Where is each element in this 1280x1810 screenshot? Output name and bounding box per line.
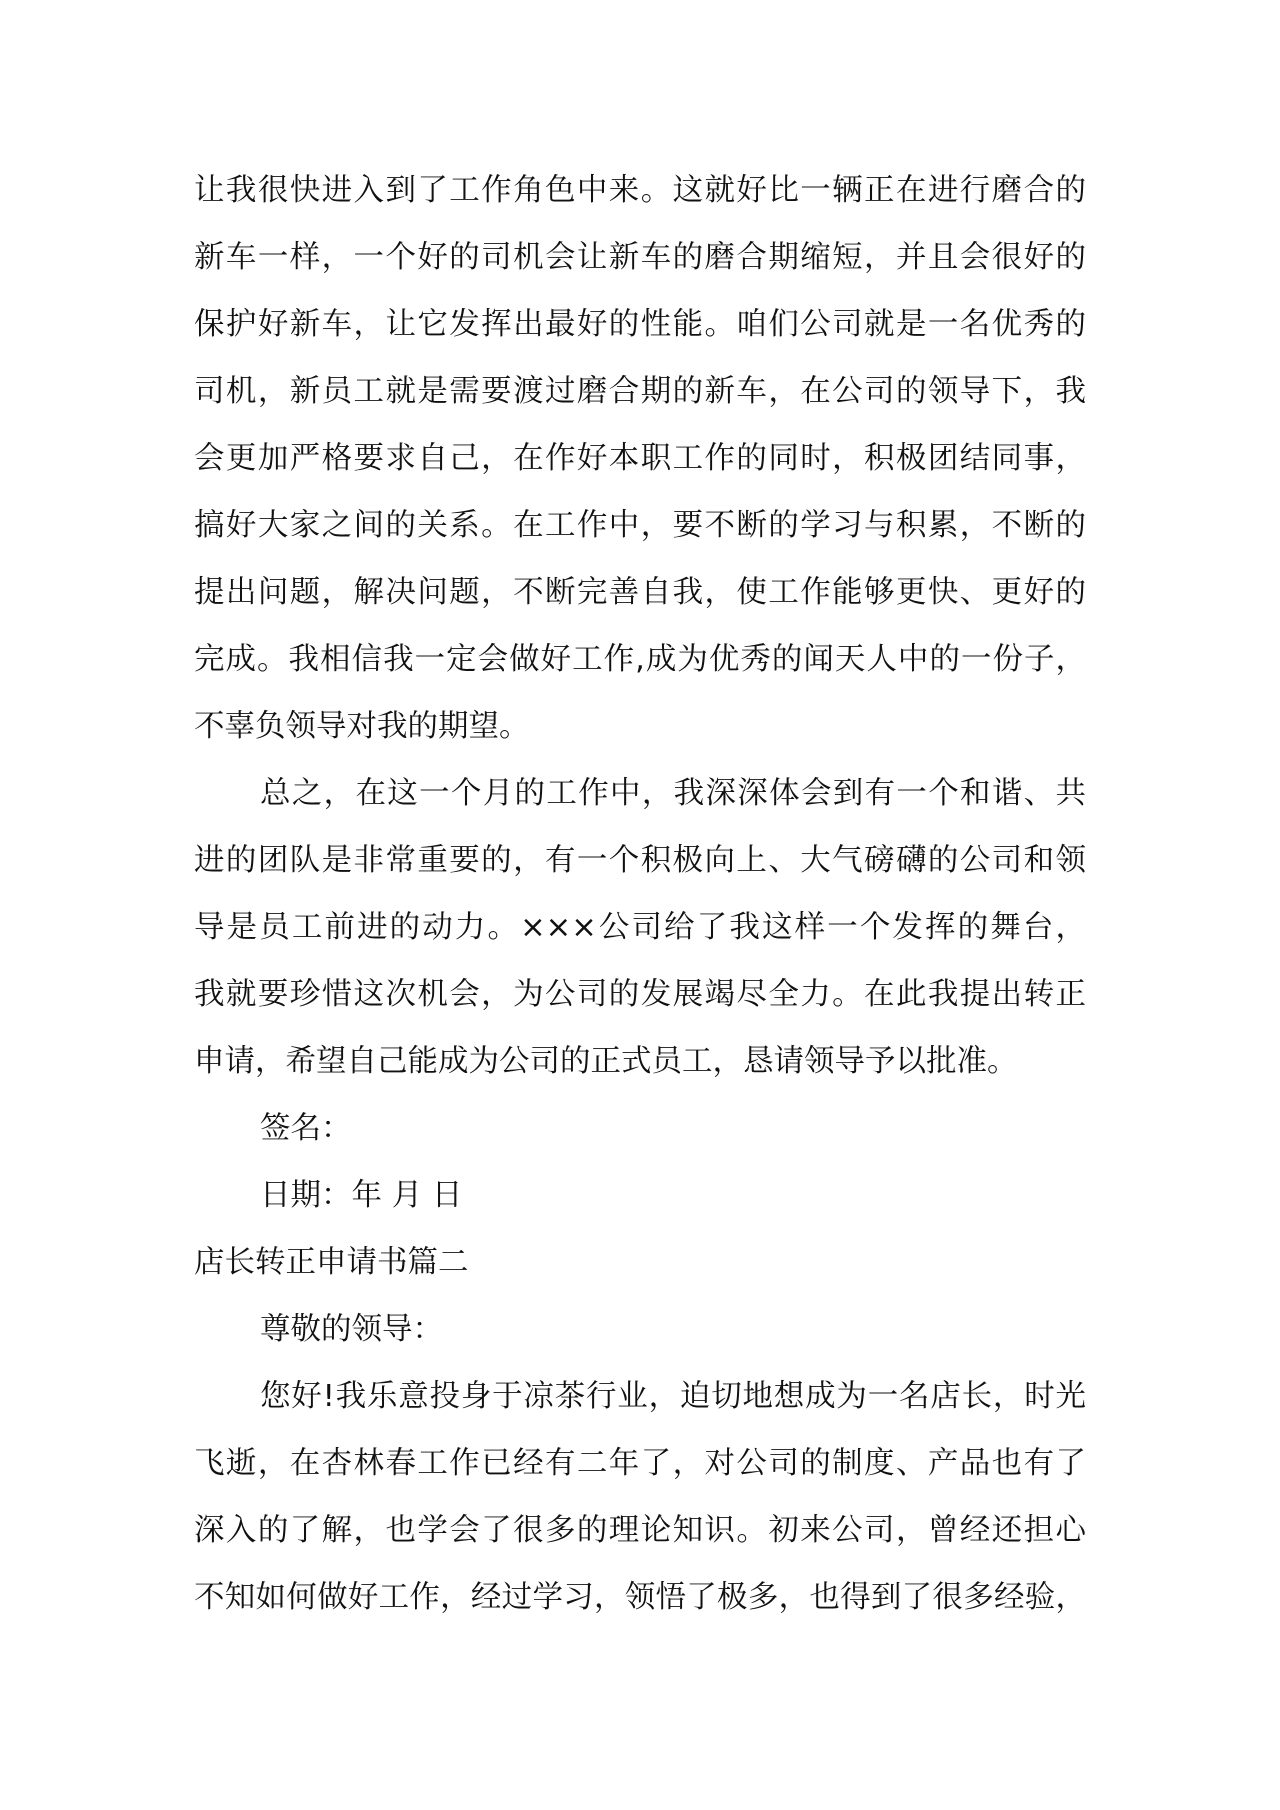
text-line: 提出问题，解决问题，不断完善自我，使工作能够更快、更好的 [194,575,1086,610]
text-line: 我就要珍惜这次机会，为公司的发展竭尽全力。在此我提出转正 [194,977,1086,1012]
text-line: 进的团队是非常重要的，有一个积极向上、大气磅礴的公司和领 [194,843,1086,878]
text-line: 您好!我乐意投身于凉茶行业，迫切地想成为一名店长，时光 [260,1379,1086,1414]
text-line: 完成。我相信我一定会做好工作,成为优秀的闻天人中的一份子， [194,642,1086,677]
text-line: 签名： [260,1111,352,1146]
text-line: 飞逝，在杏林春工作已经有二年了，对公司的制度、产品也有了 [194,1446,1086,1481]
text-line: 导是员工前进的动力。×××公司给了我这样一个发挥的舞台， [194,910,1086,945]
text-line: 不辜负领导对我的期望。 [194,709,530,744]
text-line: 店长转正申请书篇二 [194,1245,469,1280]
text-line: 总之，在这一个月的工作中，我深深体会到有一个和谐、共 [260,776,1086,811]
text-line: 日期：年 月 日 [260,1178,463,1213]
text-line: 不知如何做好工作，经过学习，领悟了极多，也得到了很多经验， [194,1580,1086,1615]
document-page [194,157,1086,1631]
text-line: 申请，希望自己能成为公司的正式员工，恳请领导予以批准。 [194,1044,1018,1079]
text-line: 让我很快进入到了工作角色中来。这就好比一辆正在进行磨合的 [194,173,1086,208]
text-line: 司机，新员工就是需要渡过磨合期的新车，在公司的领导下，我 [194,374,1086,409]
text-line: 搞好大家之间的关系。在工作中，要不断的学习与积累，不断的 [194,508,1086,543]
text-line: 会更加严格要求自己，在作好本职工作的同时，积极团结同事， [194,441,1086,476]
text-line: 保护好新车，让它发挥出最好的性能。咱们公司就是一名优秀的 [194,307,1086,342]
text-line: 新车一样，一个好的司机会让新车的磨合期缩短，并且会很好的 [194,240,1086,275]
text-line: 深入的了解，也学会了很多的理论知识。初来公司，曾经还担心 [194,1513,1086,1548]
text-line: 尊敬的领导： [260,1312,443,1347]
